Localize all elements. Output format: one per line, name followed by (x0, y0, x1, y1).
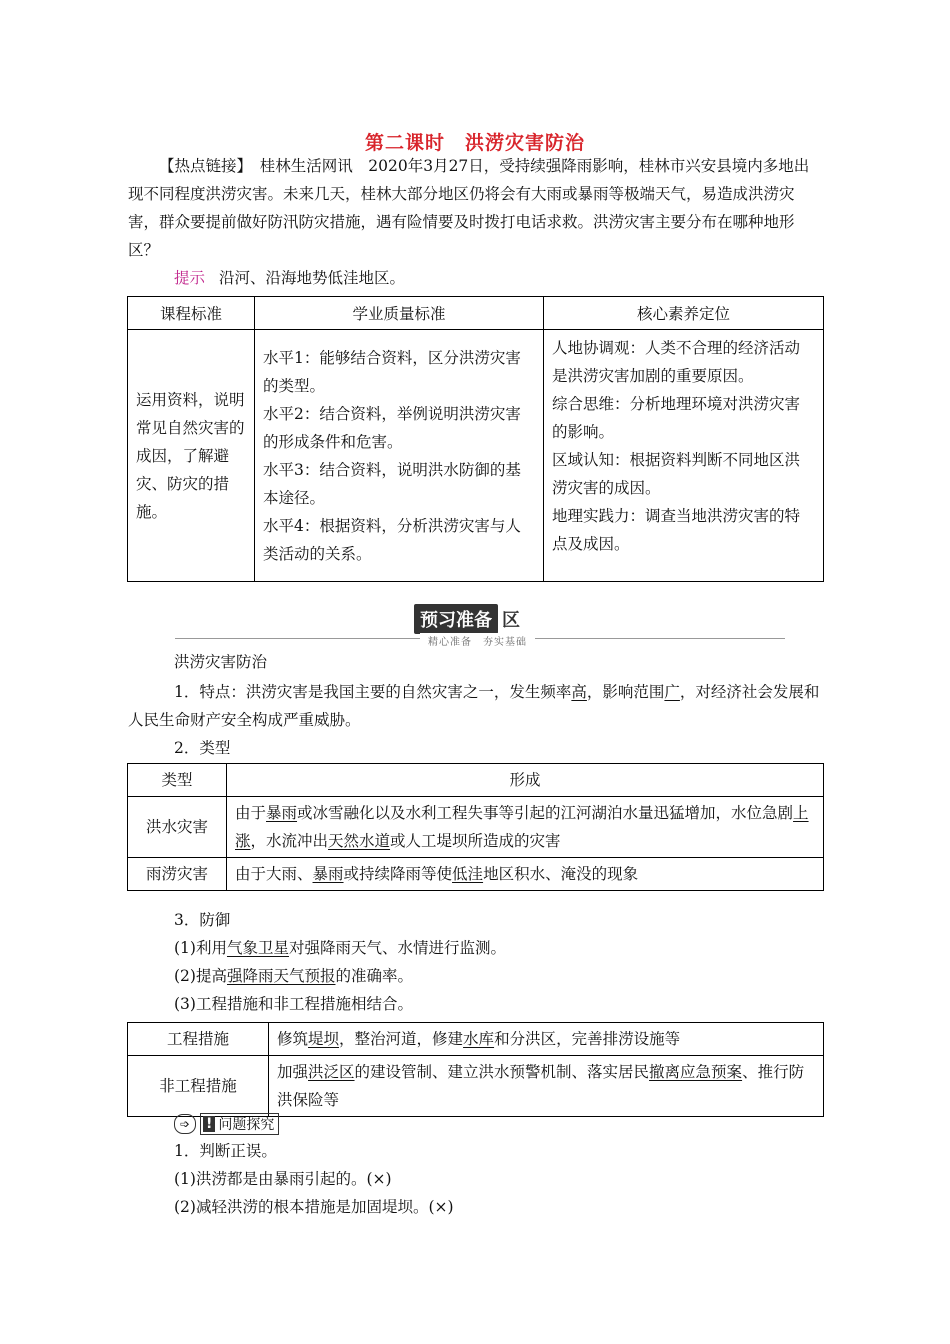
probe-label: 问题探究 (218, 1117, 275, 1133)
header-type: 类型 (128, 764, 227, 797)
types-heading: 2．类型 (174, 739, 231, 757)
quality-standard-cell (255, 330, 544, 582)
defense-item-2: (2)提高强降雨天气预报的准确率。 (174, 967, 413, 985)
type-name: 洪水灾害 (128, 797, 227, 858)
literacy-cell (544, 330, 824, 582)
question-heading: 1．判断正误。 (174, 1142, 277, 1160)
header-literacy: 核心素养定位 (544, 297, 824, 330)
standards-table (127, 296, 824, 582)
measure-content: 加强洪泛区的建设管制、建立洪水预警机制、落实居民撤离应急预案、推行防洪保险等 (269, 1056, 824, 1117)
section-title-suffix: 区 (498, 604, 524, 634)
table-header-row (128, 764, 824, 797)
exclamation-icon: ! (203, 1116, 215, 1132)
quality-level-1: 水平1：能够结合资料，区分洪涝灾害的类型。 (263, 348, 521, 395)
type-name: 雨涝灾害 (128, 858, 227, 891)
table-header-row (128, 297, 824, 330)
measure-table (127, 1022, 824, 1117)
header-formation: 形成 (227, 764, 824, 797)
literacy-item-2: 综合思维：分析地理环境对洪涝灾害的影响。 (552, 395, 801, 441)
quality-level-2: 水平2：结合资料，举例说明洪涝灾害的形成条件和危害。 (263, 404, 521, 451)
hotspot-paragraph (128, 152, 823, 264)
literacy-item-1: 人地协调观：人类不合理的经济活动是洪涝灾害加剧的重要原因。 (552, 339, 801, 385)
type-table (127, 763, 824, 891)
hotspot-text: 桂林生活网讯 2020年3月27日，受持续强降雨影响，桂林市兴安县境内多地出现不同程度洪涝灾害。未来几天，桂林大部分地区仍将会有大雨或暴雨等极端天气，易造成洪涝灾害，群众要提前做好防汛防灾措施，遇有险情要及时拨打电话求救。洪涝灾害主要分布在哪种地形区？ (128, 157, 810, 259)
type-formation: 由于大雨、暴雨或持续降雨等使低洼地区积水、淹没的现象 (227, 858, 824, 891)
arrow-right-icon: ➩ (174, 1114, 196, 1134)
hint-label: 提示 (174, 269, 206, 287)
defense-heading: 3．防御 (174, 911, 231, 929)
problem-explore-tag (174, 1113, 279, 1135)
question-1: (1)洪涝都是由暴雨引起的。(×) (174, 1170, 392, 1188)
hotspot-label: 【热点链接】 (159, 157, 245, 175)
defense-item-3: (3)工程措施和非工程措施相结合。 (174, 995, 413, 1013)
quality-level-4: 水平4：根据资料，分析洪涝灾害与人类活动的关系。 (263, 516, 521, 563)
header-course: 课程标准 (128, 297, 255, 330)
header-quality: 学业质量标准 (255, 297, 544, 330)
hint-text: 沿河、沿海地势低洼地区。 (219, 269, 406, 287)
table-row (128, 797, 824, 858)
course-standard-cell: 运用资料，说明常见自然灾害的成因，了解避灾、防灾的措施。 (128, 330, 255, 582)
section-title: 预习准备 (414, 604, 498, 634)
section-banner (414, 604, 524, 634)
table-row (128, 1056, 824, 1117)
topic-heading: 洪涝灾害防治 (174, 653, 268, 671)
hint (174, 266, 405, 290)
literacy-item-3: 区域认知：根据资料判断不同地区洪涝灾害的成因。 (552, 451, 801, 497)
measure-name: 非工程措施 (128, 1056, 269, 1117)
type-formation: 由于暴雨或冰雪融化以及水利工程失事等引起的江河湖泊水量迅猛增加，水位急剧上涨，水流冲出天然水道或人工堤坝所造成的灾害 (227, 797, 824, 858)
literacy-item-4: 地理实践力：调查当地洪涝灾害的特点及成因。 (552, 507, 801, 553)
feature-paragraph: 1．特点：洪涝灾害是我国主要的自然灾害之一，发生频率高，影响范围广，对经济社会发展和人民生命财产安全构成严重威胁。 (128, 683, 820, 729)
table-row (128, 858, 824, 891)
question-2: (2)减轻洪涝的根本措施是加固堤坝。(×) (174, 1198, 454, 1216)
measure-content: 修筑堤坝，整治河道，修建水库和分洪区，完善排涝设施等 (269, 1023, 824, 1056)
table-row (128, 330, 824, 582)
quality-level-3: 水平3：结合资料，说明洪水防御的基本途径。 (263, 460, 521, 507)
page-title: 第二课时 洪涝灾害防治 (364, 132, 585, 154)
table-row (128, 1023, 824, 1056)
section-subtitle: 精心准备 夯实基础 (420, 633, 535, 648)
measure-name: 工程措施 (128, 1023, 269, 1056)
defense-item-1: (1)利用气象卫星对强降雨天气、水情进行监测。 (174, 939, 506, 957)
